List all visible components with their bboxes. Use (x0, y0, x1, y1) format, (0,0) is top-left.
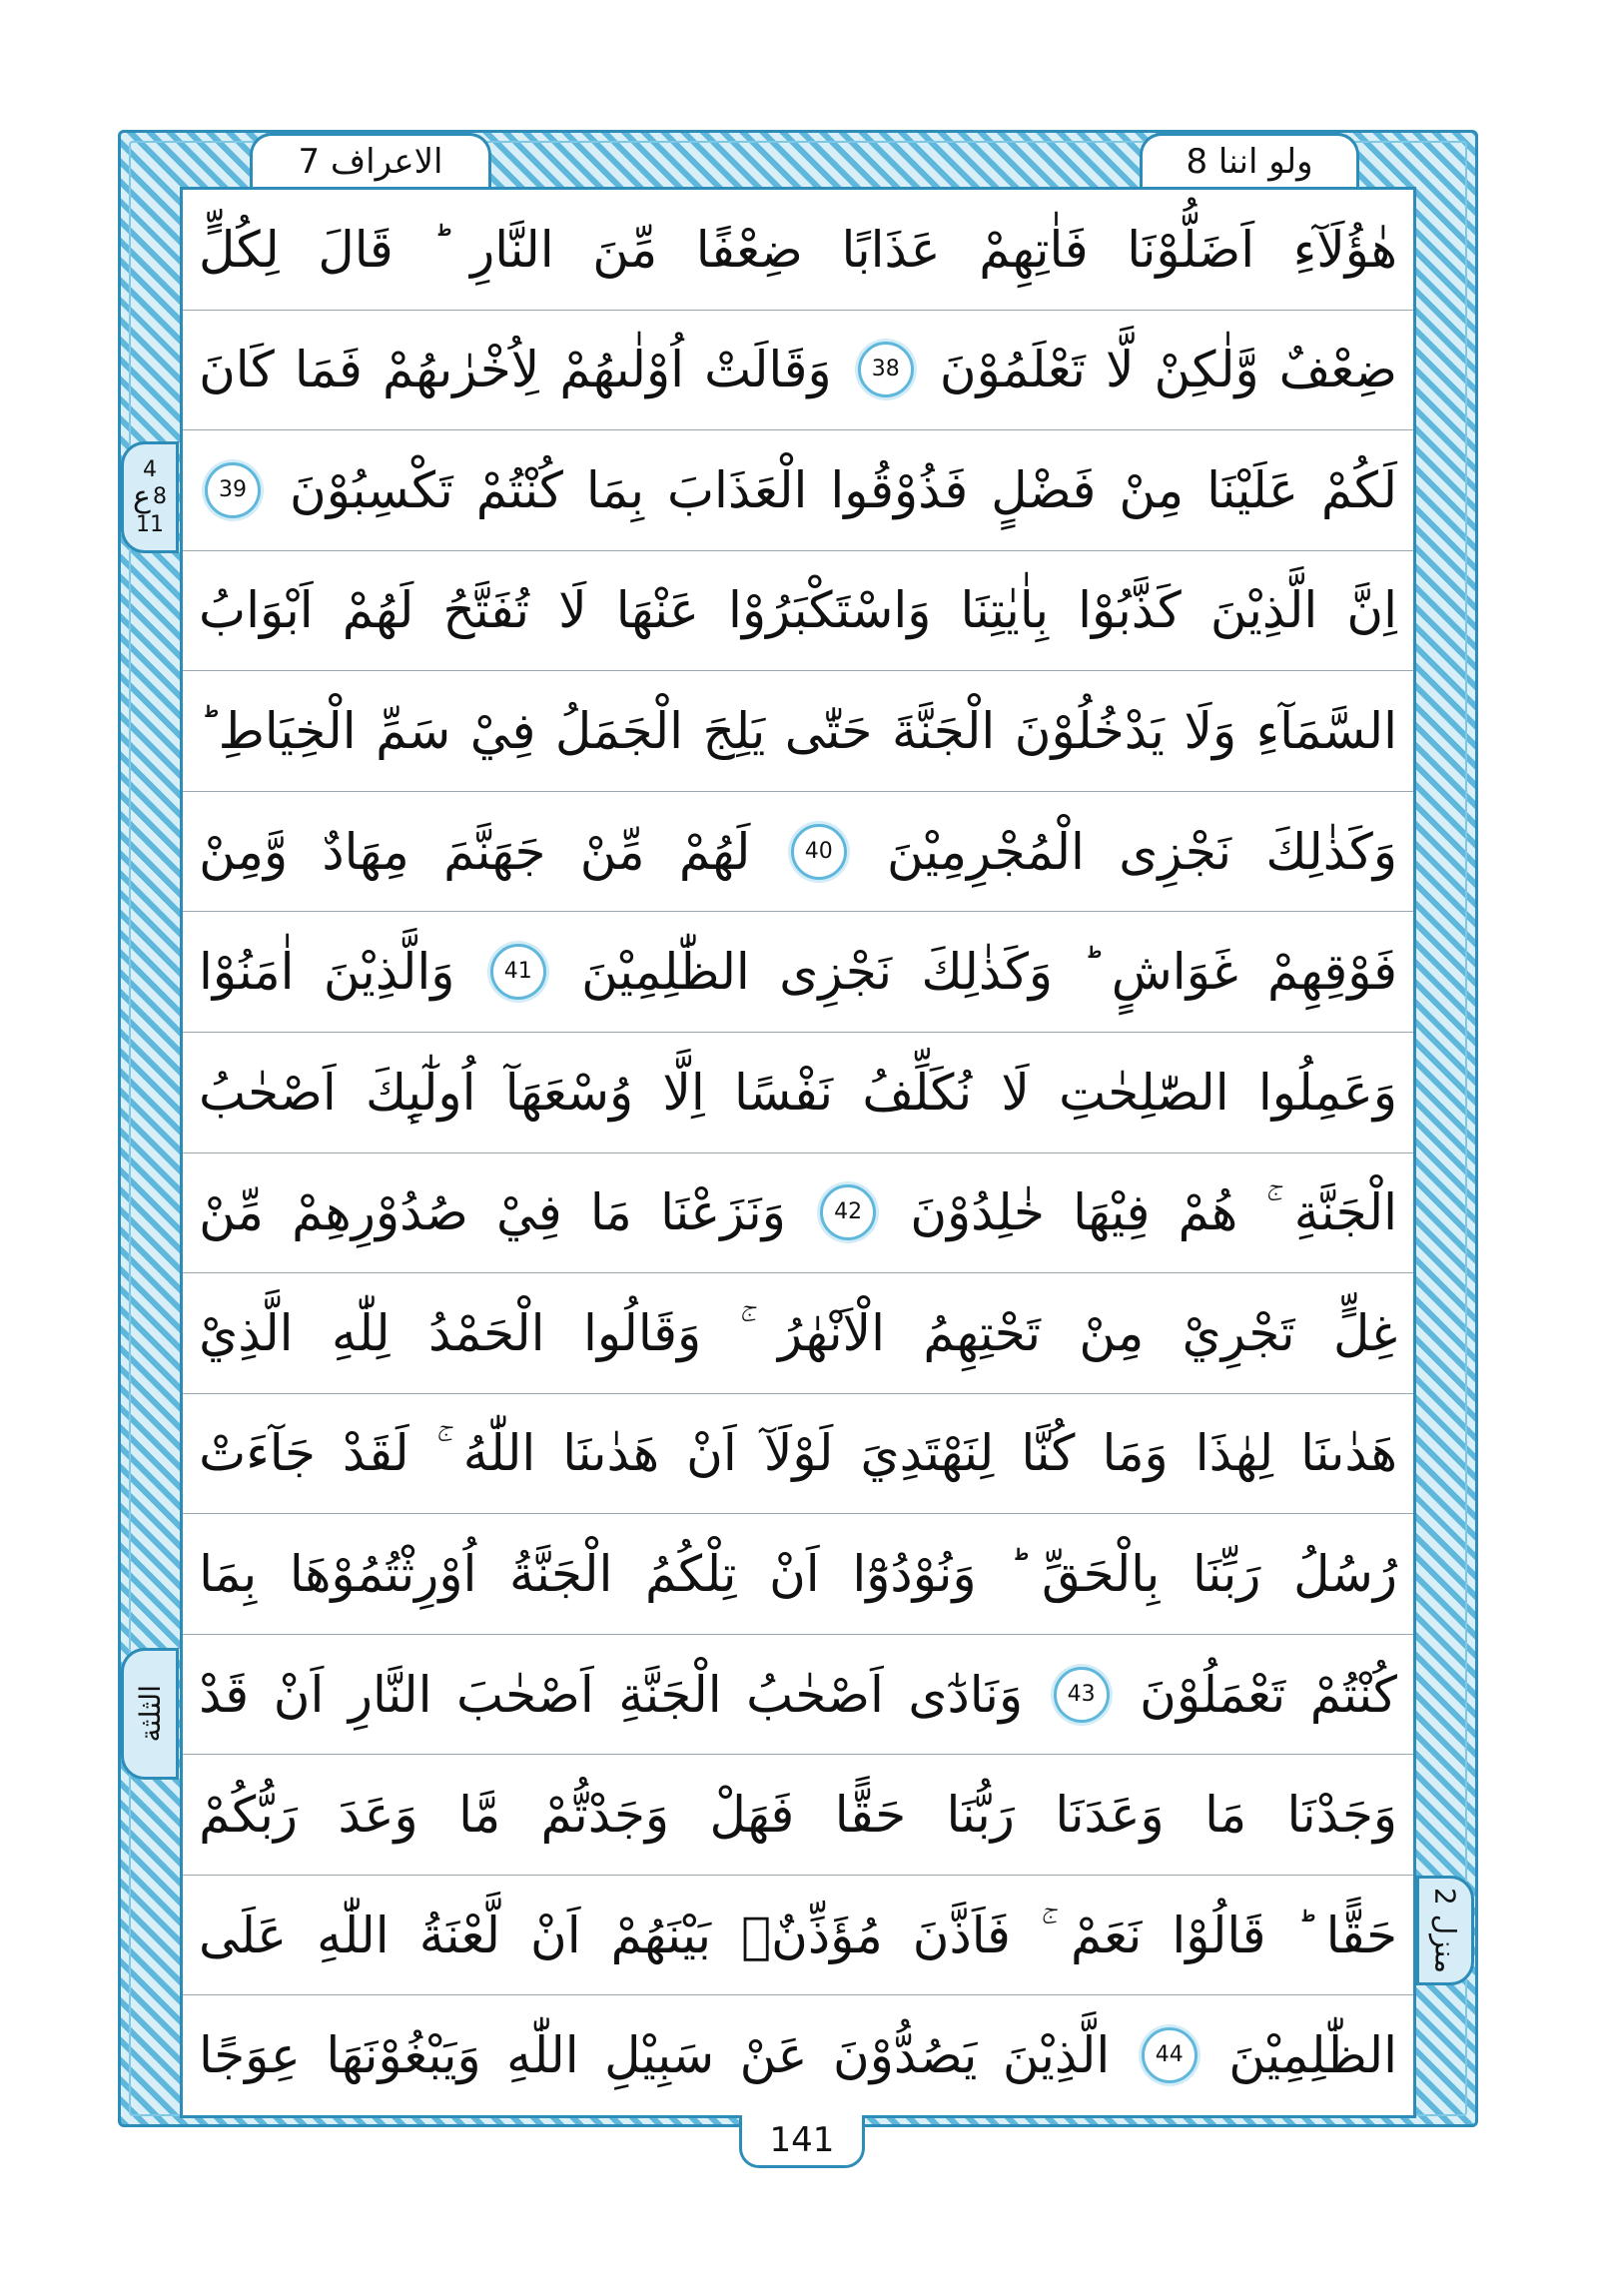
word: صُدُوْرِهِمْ (292, 1183, 468, 1242)
text-line-content (199, 1906, 1397, 1964)
text-line (183, 912, 1413, 1033)
word: وَجَدْتُّمْ (540, 1786, 670, 1845)
word: الظّٰلِمِيْنَ (581, 943, 750, 1002)
text-line (183, 1153, 1413, 1274)
ruku-middle-number: 8 (152, 484, 167, 510)
word: مُؤَذِّنٌۢ (741, 1906, 883, 1964)
word: اللّٰهُ (462, 1424, 536, 1483)
word: وَقَالُوا (582, 1303, 702, 1362)
word: تَحْتِهِمُ (923, 1303, 1041, 1362)
word: سَبِيْلِ (604, 2026, 715, 2085)
quarter-marker (121, 1648, 179, 1780)
word: الْجَنَّةِ (618, 1665, 722, 1724)
word: اُوْرِثْتُمُوْهَا (289, 1544, 477, 1603)
text-line (183, 1876, 1413, 1996)
word: مِّنْ (199, 1183, 264, 1242)
word: اَصْحٰبَ (456, 1665, 594, 1724)
text-line-content (199, 824, 1397, 880)
word: بَيْنَهُمْ (610, 1906, 712, 1964)
text-line-content (199, 944, 1397, 1000)
word: هُمْ (1178, 1183, 1238, 1242)
text-line-content (199, 581, 1397, 640)
word: نَجْزِى (779, 943, 893, 1002)
word: جَآءَتْ (199, 1424, 316, 1483)
word: اَصْحٰبُ (746, 1665, 884, 1724)
text-line (183, 1995, 1413, 2115)
word: وَعَدَ (338, 1786, 418, 1845)
word: نَجْزِى (1119, 822, 1232, 881)
word: تَعْلَمُوْنَ (939, 341, 1086, 399)
text-line (183, 792, 1413, 913)
word: اَبْوَابُ (199, 581, 314, 640)
quarter-label: الثلثة (133, 1685, 167, 1743)
word: هَدٰىنَا (1300, 1424, 1397, 1483)
word: الْاَنْهٰرُ (778, 1303, 885, 1362)
word: غِلٍّ (1332, 1303, 1397, 1362)
word: الْجَنَّةَ (891, 702, 996, 761)
word: فَوْقِهِمْ (1267, 943, 1397, 1002)
word: وُسْعَهَآ (504, 1063, 634, 1122)
word: نُكَلِّفُ (862, 1063, 973, 1122)
text-line-content (199, 1303, 1397, 1362)
ruku-marker (121, 441, 179, 553)
word: فَهَلْ (709, 1786, 795, 1845)
word: وَّمِنْ (199, 822, 289, 881)
word: مَا (1204, 1786, 1247, 1845)
word: مَّا (458, 1786, 501, 1845)
word: وَكَذٰلِكَ (921, 943, 1054, 1002)
word: وَّلٰكِنْ (1154, 341, 1259, 399)
word: الْجَنَّةُ (509, 1544, 613, 1603)
word: فَاَذَّنَ (912, 1906, 1011, 1964)
word: السَّمَآءِ (1255, 702, 1397, 761)
word: وَنَادٰٓى (908, 1665, 1024, 1724)
word: اَنْ (769, 1544, 820, 1603)
word: فِيْهَا (1073, 1183, 1151, 1242)
word: لِاُخْرٰىهُمْ (383, 341, 540, 399)
word: سَمِّ (376, 702, 451, 761)
text-line (183, 1635, 1413, 1756)
text-line (183, 1514, 1413, 1635)
word: مِّنَ (592, 220, 658, 279)
word: الظّٰلِمِيْنَ (1228, 2026, 1397, 2085)
quran-text-area (180, 187, 1416, 2118)
ruku-ain-symbol: ع (133, 479, 151, 515)
word: وَعَدَنَا (1055, 1786, 1165, 1845)
word: الْحَمْدُ (427, 1303, 545, 1362)
word: وَجَدْنَا (1286, 1786, 1397, 1845)
word: ضِعْفٌ (1278, 341, 1397, 399)
word: كَانَ (199, 341, 275, 399)
word: فَاٰتِهِمْ (979, 220, 1089, 279)
text-line (183, 671, 1413, 792)
ruku-top-number: 4 (143, 457, 157, 483)
word: لَّعْنَةُ (418, 1906, 500, 1964)
word: غَوَاشٍ (1111, 943, 1238, 1002)
juz-name-header: ولو اننا 8 (1140, 133, 1359, 188)
word: حَقًّا (1325, 1906, 1397, 1964)
word: ضِعْفًا (695, 220, 803, 279)
word: فِيْ (496, 1183, 562, 1242)
word: يَلِجَ (702, 702, 766, 761)
word: رَبِّنَا (1193, 1544, 1261, 1603)
word: هَدٰىنَا (562, 1424, 660, 1483)
word: الَّذِيْ (199, 1303, 294, 1362)
word: حَقًّا (834, 1786, 907, 1845)
word: مِنْ (1119, 460, 1185, 519)
word: وَمَا (1102, 1424, 1169, 1483)
word: تَجْرِيْ (1182, 1303, 1295, 1362)
text-line-content (199, 220, 1397, 279)
word: فِيْ (469, 702, 536, 761)
word: لَقَدْ (342, 1424, 409, 1483)
word: عَنْهَا (615, 581, 699, 640)
word: وَاسْتَكْبَرُوْا (728, 581, 932, 640)
word: يَصُدُّوْنَ (833, 2026, 978, 2085)
word: الَّذِيْنَ (1209, 581, 1318, 640)
word: الصّٰلِحٰتِ (1059, 1063, 1229, 1122)
word: وَنَزَعْنَا (660, 1183, 786, 1242)
manzil-label: منزل 2 (1428, 1888, 1462, 1973)
word: الْجَنَّةِ (1293, 1183, 1397, 1242)
word: مِهَادٌ (322, 822, 409, 881)
ayah-number-marker: 40 (791, 824, 847, 880)
text-line (183, 430, 1413, 551)
word: الْخِيَاطِ (218, 702, 357, 761)
text-line-content (199, 702, 1397, 761)
text-line-content (199, 1544, 1397, 1603)
text-line-content (199, 1184, 1397, 1240)
word: عَلَيْنَا (1206, 460, 1298, 519)
word: لِهٰذَا (1195, 1424, 1274, 1483)
word: بِمَا (199, 1544, 258, 1603)
word: قَالُوْا (1172, 1906, 1266, 1964)
word: عِوَجًا (199, 2026, 301, 2085)
word: هٰؤُلَآءِ (1292, 220, 1397, 279)
word: وَلَا (1184, 702, 1237, 761)
word: وَيَبْغُوْنَهَا (326, 2026, 481, 2085)
manzil-marker (1416, 1876, 1474, 1985)
word: اَنْ (529, 1906, 581, 1964)
word: اَصْحٰبُ (199, 1063, 337, 1122)
text-line (183, 190, 1413, 311)
word: رَبُّنَا (946, 1786, 1015, 1845)
text-line (183, 1394, 1413, 1515)
word: اِنَّ (1346, 581, 1397, 640)
word: اللّٰهِ (506, 2026, 579, 2085)
surah-name-header: الاعراف 7 (250, 133, 491, 188)
word: مِّنْ (579, 822, 645, 881)
word: نَفْسًا (734, 1063, 834, 1122)
word: وَنُوْدُوْٓا (852, 1544, 977, 1603)
word: لَكُمْ (1320, 460, 1397, 519)
ayah-number-marker: 44 (1142, 2027, 1198, 2083)
word: بِالْحَقِّ (1041, 1544, 1161, 1603)
text-line-content (199, 1424, 1397, 1483)
word: عَنْ (739, 2026, 808, 2085)
word: لِلّٰهِ (331, 1303, 391, 1362)
text-line (183, 311, 1413, 431)
ayah-number-marker: 41 (490, 944, 546, 1000)
word: عَذَابًا (841, 220, 941, 279)
word: بِاٰيٰتِنَا (960, 581, 1049, 640)
word: رَبُّكُمْ (199, 1786, 299, 1845)
word: وَعَمِلُوا (1257, 1063, 1397, 1122)
word: لَهُمْ (678, 822, 751, 881)
text-line-content (199, 1786, 1397, 1845)
word: تِلْكُمُ (645, 1544, 737, 1603)
word: النَّارِ (348, 1665, 432, 1724)
word: بِمَا (585, 460, 644, 519)
word: مِنْ (1079, 1303, 1145, 1362)
word: تَكْسِبُوْنَ (289, 460, 453, 519)
text-line-content (199, 462, 1397, 518)
word: خٰلِدُوْنَ (910, 1183, 1045, 1242)
text-line (183, 1033, 1413, 1153)
text-line-content (199, 1667, 1397, 1723)
ayah-number-marker: 42 (820, 1184, 876, 1240)
word: كُنَّا (1021, 1424, 1076, 1483)
word: لَا (558, 581, 587, 640)
word: تَعْمَلُوْنَ (1140, 1665, 1286, 1724)
word: حَتّٰى (784, 702, 873, 761)
text-line (183, 1273, 1413, 1394)
ayah-number-marker: 38 (858, 342, 914, 397)
word: جَهَنَّمَ (443, 822, 546, 881)
word: لَهُمْ (342, 581, 414, 640)
word: الْعَذَابَ (666, 460, 808, 519)
text-line-content (199, 2027, 1397, 2083)
word: وَالَّذِيْنَ (323, 943, 455, 1002)
word: الْمُجْرِمِيْنَ (887, 822, 1085, 881)
word: الَّذِيْنَ (1002, 2026, 1111, 2085)
word: لِنَهْتَدِيَ (860, 1424, 995, 1483)
word: مَا (589, 1183, 632, 1242)
word: اَنْ (686, 1424, 737, 1483)
word: نَعَمْ (1071, 1906, 1143, 1964)
word: وَكَذٰلِكَ (1265, 822, 1397, 881)
word: فَذُوْقُوا (830, 460, 969, 519)
text-line-content (199, 342, 1397, 397)
word: كَذَّبُوْا (1078, 581, 1182, 640)
word: اُوْلٰىهُمْ (559, 341, 685, 399)
ayah-number-marker: 43 (1054, 1667, 1110, 1723)
word: لَّا (1105, 341, 1135, 399)
text-line (183, 551, 1413, 672)
word: اَضَلُّوْنَا (1127, 220, 1255, 279)
word: رُسُلُ (1293, 1544, 1397, 1603)
page-number: 141 (739, 2115, 865, 2168)
word: اَنْ (273, 1665, 325, 1724)
word: لَا (1001, 1063, 1030, 1122)
word: اٰمَنُوْا (199, 943, 295, 1002)
word: كُنْتُمْ (475, 460, 563, 519)
word: لَوْلَآ (763, 1424, 834, 1483)
text-line-content (199, 1063, 1397, 1122)
word: فَضْلٍ (991, 460, 1097, 519)
word: عَلَى (199, 1906, 288, 1964)
word: قَدْ (199, 1665, 250, 1724)
word: تُفَتَّحُ (442, 581, 529, 640)
word: الْجَمَلُ (554, 702, 684, 761)
word: اللّٰهِ (317, 1906, 390, 1964)
word: اِلَّا (662, 1063, 705, 1122)
word: قَالَ (318, 220, 394, 279)
word: لِكُلٍّ (199, 220, 280, 279)
word: النَّارِ (470, 220, 554, 279)
word: فَمَا (294, 341, 363, 399)
word: وَقَالَتْ (704, 341, 832, 399)
word: يَدْخُلُوْنَ (1014, 702, 1165, 761)
ayah-number-marker: 39 (205, 462, 261, 518)
text-line (183, 1755, 1413, 1876)
word: اُولٰٓىِٕكَ (365, 1063, 476, 1122)
word: كُنْتُمْ (1309, 1665, 1397, 1724)
ruku-bottom-number: 11 (136, 511, 164, 537)
